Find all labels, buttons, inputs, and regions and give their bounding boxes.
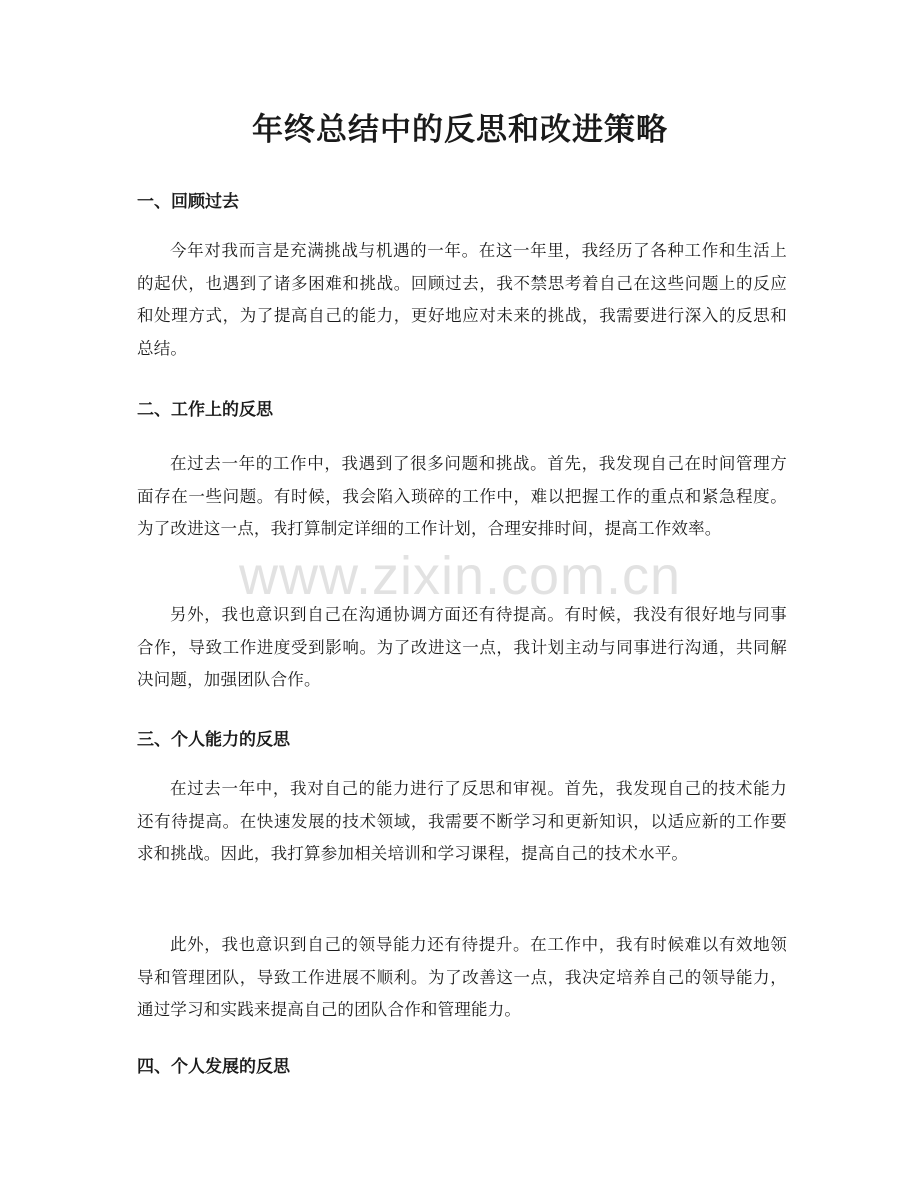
watermark: www.zixin.com.cn (238, 546, 682, 606)
section-2-paragraph-2: 另外，我也意识到自己在沟通协调方面还有待提高。有时候，我没有很好地与同事合作，导致工作进度受到影响。为了改进这一点，我计划主动与同事进行沟通，共同解决问题，加强团队合作。 (137, 605, 787, 689)
document-title: 年终总结中的反思和改进策略 (252, 112, 668, 148)
section-heading-1: 一、回顾过去 (137, 192, 239, 212)
section-3-paragraph-1: 在过去一年中，我对自己的能力进行了反思和审视。首先，我发现自己的技术能力还有待提高。在快速发展的技术领域，我需要不断学习和更新知识，以适应新的工作要求和挑战。因此，我打算参加相关培训和学习课程，提高自己的技术水平。 (137, 779, 787, 863)
section-2-paragraph-1: 在过去一年的工作中，我遇到了很多问题和挑战。首先，我发现自己在时间管理方面存在一些问题。有时候，我会陷入琐碎的工作中，难以把握工作的重点和紧急程度。为了改进这一点，我打算制定详细的工作计划，合理安排时间，提高工作效率。 (137, 454, 787, 538)
section-heading-3: 三、个人能力的反思 (137, 730, 290, 750)
section-1-paragraph-1: 今年对我而言是充满挑战与机遇的一年。在这一年里，我经历了各种工作和生活上的起伏，也遇到了诸多困难和挑战。回顾过去，我不禁思考着自己在这些问题上的反应和处理方式，为了提高自己的能力，更好地应对未来的挑战，我需要进行深入的反思和总结。 (137, 241, 787, 358)
section-heading-2: 二、工作上的反思 (137, 400, 273, 420)
section-3-paragraph-2: 此外，我也意识到自己的领导能力还有待提升。在工作中，我有时候难以有效地领导和管理团队，导致工作进展不顺利。为了改善这一点，我决定培养自己的领导能力，通过学习和实践来提高自己的团队合作和管理能力。 (137, 935, 787, 1019)
section-heading-4: 四、个人发展的反思 (137, 1057, 290, 1077)
